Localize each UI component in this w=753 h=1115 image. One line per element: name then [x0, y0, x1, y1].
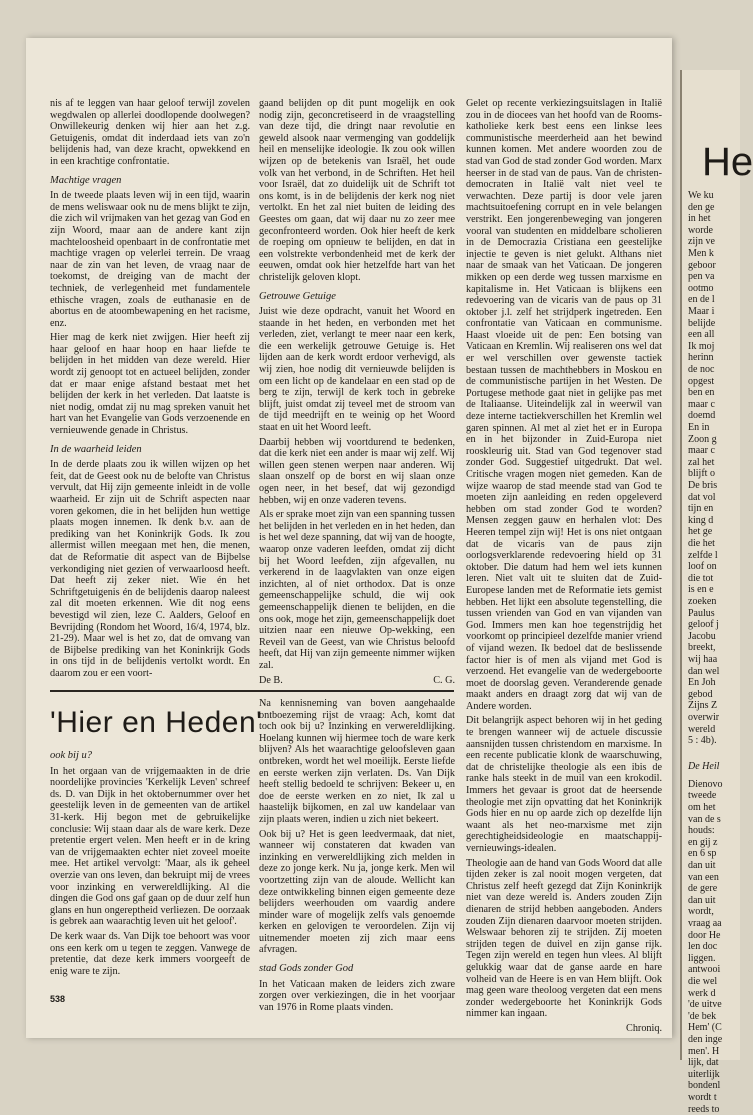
- paragraph: De kerk waar ds. Van Dijk toe behoort was voor ons een kerk om u tegen te zeggen. Vanwege de pretentie, dat deze kerk immers voorgeeft de enig ware te zijn.: [50, 930, 250, 977]
- adjacent-line: En Joh: [688, 677, 716, 689]
- adjacent-line: liggen.: [688, 952, 716, 964]
- paragraph: In het Vaticaan maken de leiders zich zware zorgen over verkiezingen, die in het voorjaar van 1976 in Rome plaats vinden.: [259, 978, 455, 1013]
- adjacent-line: den inge: [688, 1034, 723, 1045]
- adjacent-line: dan uit: [688, 860, 716, 871]
- subheading: ook bij u?: [50, 750, 92, 761]
- adjacent-line: bondenl: [688, 1080, 721, 1092]
- adjacent-line: zoeken: [688, 596, 717, 607]
- signature-line: [259, 675, 455, 687]
- adjacent-line: den ge: [688, 201, 715, 213]
- adjacent-line: zelfde l: [688, 549, 718, 561]
- page-number: 538: [50, 994, 66, 1004]
- adjacent-line: om het: [688, 802, 716, 813]
- adjacent-line: dan wel: [688, 665, 720, 677]
- adjacent-line: in het: [688, 213, 711, 225]
- magazine-page: [26, 38, 672, 1038]
- subheading: Machtige vragen: [50, 174, 122, 186]
- adjacent-line: Ik moj: [688, 340, 715, 352]
- adjacent-subheading: De Heil: [688, 760, 720, 772]
- adjacent-line: Paulus: [688, 607, 715, 619]
- adjacent-line: wordt t: [688, 1092, 717, 1103]
- adjacent-line: werk d: [688, 987, 716, 999]
- top-column-2: [259, 98, 455, 686]
- adjacent-line: die wel: [688, 976, 718, 987]
- adjacent-line: gebod: [688, 688, 713, 700]
- adjacent-line: We ku: [688, 190, 714, 201]
- adjacent-line: geboor: [688, 259, 716, 271]
- paragraph: In de tweede plaats leven wij in een tijd, waarin de mens weliswaar ook nu de mens blijkt te zijn, die zich wil vrijmaken van het gezag van God en zijn Woord, maar aan de andere kant zijn machteloosheid openbaart in de confrontatie met machtige vragen op velerlei terrein. De vraag naar de zin van het leven, de vraag naar de toekomst, de dreiging van de macht der techniek, de verlegenheid met fundamentele ethische vragen, zoals de euthanasie en de abortus en de atoombewapening en het racisme, enz.: [50, 190, 250, 329]
- adjacent-line: door He: [688, 929, 721, 941]
- adjacent-line: lijk, dat: [688, 1057, 719, 1069]
- adjacent-line: die het: [688, 538, 715, 549]
- adjacent-line: tweede: [688, 790, 717, 802]
- adjacent-line: 'de uitve: [688, 999, 722, 1011]
- adjacent-line: maar c: [688, 445, 715, 457]
- adjacent-line: overwir: [688, 712, 720, 723]
- adjacent-line: vraag aa: [688, 918, 722, 929]
- adjacent-line: houds:: [688, 825, 715, 837]
- adjacent-line: Jacobu: [688, 630, 716, 642]
- adjacent-line: worde: [688, 224, 713, 236]
- article-title: 'Hier en Heden': [50, 706, 263, 739]
- adjacent-line: het ge: [688, 526, 713, 538]
- adjacent-line: geloof j: [688, 619, 719, 631]
- adjacent-line: 5 : 4b).: [688, 735, 717, 747]
- article-column-left: [50, 750, 250, 1004]
- paragraph: nis af te leggen van haar geloof terwijl zovelen wegdwalen op allerlei doodlopende doolwegen? Onwillekeurig denken wij hier aan het z.g. Getuigenis, omdat dit inderdaad iets van zo'n belijdenis had, van deze kracht, opwekkend en in een krachtige confrontatie.: [50, 98, 250, 167]
- adjacent-line: Zijns Z: [688, 700, 718, 712]
- adjacent-line: dat vol: [688, 491, 716, 503]
- adjacent-line: men'. H: [688, 1045, 720, 1057]
- adjacent-line: reeds to: [688, 1103, 720, 1115]
- paragraph: In het orgaan van de vrijgemaakten in de drie noordelijke provincies 'Kerkelijk Leven' schreef ds. D. van Dijk in het oktobernummer over het geestelijk leven in de gemeenten van de artikel 31-kerk. Hij begon met de gebruikelijke conclusie: Wij staan daar als de ware kerk. Deze pretentie ergert velen. Men heeft er in de kring van de vrijgemaakten echter niet zoveel moeite mee. Het artikel vervolgt: 'Maar, als ik geheel overzie van ons leven, dan bekruipt mij de vrees voor inzinking en verwereldlijking. Al die dingen die God ons gaf gaan op de duur zelf hun glans en hun ongereptheid verliezen. De oorzaak is gebrek aan waarachtig leven uit het geloof'.: [50, 765, 250, 928]
- adjacent-line: wordt,: [688, 906, 714, 918]
- adjacent-line: De bris: [688, 480, 718, 491]
- adjacent-line: Maar i: [688, 306, 715, 317]
- signature-chroniq: Chroniq.: [626, 1022, 662, 1034]
- adjacent-line: len doc: [688, 941, 718, 953]
- paragraph: Als er sprake moet zijn van een spanning tussen het belijden in het verleden en in het heden, dan is het wel deze spanning, dat wij van de hoogte, waarop onze vaderen leefden, omdat zij dicht bij het Woord leefden, zijn afgevallen, nu verkerend in de laagvlakten van onze eigen inzichten, al of niet orthodox. Dat is onze gemeenschappelijke schuld, die wij ook gemeenschappelijk dienen te belijden, en die ons ook, moge het zijn, gemeenschappelijk doet uitzien naar een nieuwe Op-wekking, een Reveil van de Geest, van wie Christus beloofd heeft, dat Hij van zijn gemeente nimmer wijken zal.: [259, 509, 455, 671]
- adjacent-line: pen va: [688, 271, 715, 283]
- paragraph: gaand belijden op dit punt mogelijk en ook nodig zijn, geconcretiseerd in de vraagstelling van deze tijd, die dringt naar revolutie en geweld alsook naar vermenging van goddelijk heil en menselijke ideologie. Ik zou ook willen wijzen op de betekenis van Israël, het oude volk van het verbond, in de Schriften. Het heil voor Israël, dat zo duidelijk uit de Schrift tot ons komt, is in de belijdenis der kerk nog niet vertolkt. En het zal niet buiten de leiding des Geestes om gaan, dat wij daar nu zo zeer mee geconfronteerd worden. Ook hier heeft de kerk de roeping om opnieuw te belijden, en dat in een volstrekte verbondenheid met de kerk der eeuwen, omdat ook hier hetzelfde hart van het christelijk geloven klopt.: [259, 98, 455, 283]
- adjacent-line: een all: [688, 329, 715, 341]
- paragraph: Dit belangrijk aspect behoren wij in het geding te brengen wanneer wij de actuele discussie aansnijden tussen christendom en marxisme. In een recente publicatie klonk de waarschuwing, dat de christelijke theologie als een ibis de ranke hals steekt in de muil van een krokodil. Immers het gevaar is groot dat de heersende theologie met zijn opvatting dat het Koninkrijk Gods hier en nu op aarde zich op dezelfde lijn waant als het neo-marxisme met zijn gerechtigheidsideologie en maatschappij-vernieuwings-idealen.: [466, 715, 662, 854]
- adjacent-line: 'de bek: [688, 1010, 717, 1022]
- adjacent-line: ootmo: [688, 282, 714, 294]
- adjacent-line: uiterlijk: [688, 1068, 720, 1080]
- paragraph: Na kennisneming van boven aangehaalde ontboezeming rijst de vraag: Ach, komt dat toch ook bij u? Inzinking en verwereldlijking. Hoelang kunnen wij hiermee toch de ware kerk blijven? Als het waarachtige geloofsleven gaan ontbreken, wordt het wel moeilijk. Eerste liefde en eerste werken zijn verlaten. Ds. Van Dijk heeft stellig bedoeld te schrijven: Bekeer u, en doe de eerste werken en zo niet, Ik zal u haastelijk bijkomen, en zal uw kandelaar van zijn plaats weren, indien u zich niet bekeert.: [259, 698, 455, 825]
- adjacent-line: doemd: [688, 410, 716, 422]
- adjacent-line: Zoon g: [688, 433, 717, 445]
- subheading: In de waarheid leiden: [50, 443, 142, 455]
- adjacent-line: wereld: [688, 723, 716, 735]
- subheading: Getrouwe Getuige: [259, 290, 336, 302]
- adjacent-line: de gere: [688, 883, 718, 895]
- adjacent-line: belijde: [688, 317, 716, 329]
- adjacent-line: zal het: [688, 456, 715, 468]
- adjacent-line: en 6 sp: [688, 848, 717, 860]
- adjacent-line: blijft o: [688, 468, 715, 480]
- paragraph: Juist wie deze opdracht, vanuit het Woord en staande in het heden, en verbonden met het verleden, ziet, verlangt te meer naar een kerk, die een werkelijk getrouwe Getuige is. Het lijden aan de kerk wordt erdoor verhevigd, als wij zien, hoe nodig dit vernieuwde belijden is om een licht op de kandelaar en een stad op de berg te zijn, terwijl de kerk toch in gebreke blijft, juist omdat zij teveel met de stroom van de tijd meedrijft en te weinig op het Woord staat en uit het Woord leeft.: [259, 306, 455, 434]
- adjacent-line: van een: [688, 871, 719, 883]
- signature-right: C. G.: [433, 674, 455, 686]
- adjacent-line: En in: [688, 422, 710, 433]
- adjacent-line: king d: [688, 514, 714, 526]
- paragraph: Theologie aan de hand van Gods Woord dat alle tijden zeker is zal nooit mogen vergeten, dat Christus zelf heeft gezegd dat Zijn Koninkrijk niet van deze wereld is. Anders zouden Zijn dienaren de strijd hebben aangeboden. Anders zouden Zijn dienaren daarvoor moeten strijden. Welswaar behoren zij te strijden. Zij moeten strijden tegen de duivel en zijn ganse rijk. Tegen zijn wereld en tegen hun vlees. Al blijft gelukkig waar dat de ganse aarde en hare volheid van de Heere is en van Hem blijft. Ook mag geen ware theoloog vergeten dat een mens zonder wedergeboorte het Koninkrijk Gods nimmer kan ingaan.: [466, 857, 662, 1020]
- adjacent-line: Hem' (C: [688, 1022, 722, 1034]
- adjacent-line: opgest: [688, 375, 715, 387]
- adjacent-line: breekt,: [688, 642, 716, 654]
- section-divider: [50, 690, 454, 692]
- signature-left: De B.: [259, 674, 283, 686]
- adjacent-line: tijn en: [688, 503, 714, 515]
- paragraph: Daarbij hebben wij voortdurend te bedenken, dat die kerk niet een ander is maar wij zelf. Wij willen geen stenen werpen naar anderen. Wij slaan onszelf op de borst en wij slaan onze ogen neer, in het besef, dat wij gezondigd hebben, wij en onze vaderen tevens.: [259, 436, 455, 506]
- adjacent-line: loof on: [688, 561, 717, 573]
- adjacent-line: wij haa: [688, 654, 718, 665]
- adjacent-line: antwooi: [688, 964, 721, 976]
- adjacent-line: Dienovo: [688, 778, 723, 790]
- adjacent-page: [680, 70, 753, 1115]
- adjacent-line: dan uit: [688, 894, 716, 906]
- right-column: [466, 98, 662, 1034]
- adjacent-line: Men k: [688, 248, 714, 259]
- adjacent-page-title: He: [702, 140, 753, 184]
- adjacent-line: ben en: [688, 387, 715, 399]
- paragraph: Hier mag de kerk niet zwijgen. Hier heeft zij haar geloof en haar hoop en haar liefde te belijden in het midden van deze wereld. Hier wordt zij genoopt tot en actueel belijden, zonder dat er maar enige afstand bestaat met het belijden der kerk in het verleden. Dat laatste is niet nodig, omdat zij nu mag spreken vanuit het hart van het Evangelie van Gods verzoenende en vernieuwende genade in Christus.: [50, 332, 250, 437]
- subheading: stad Gods zonder God: [259, 963, 354, 975]
- adjacent-line: zijn ve: [688, 236, 715, 248]
- adjacent-line: is en e: [688, 584, 714, 596]
- adjacent-line: van de s: [688, 813, 721, 825]
- paragraph: Gelet op recente verkiezingsuitslagen in Italië zou in de diocees van het hoofd van de Rooms-katholieke kerk best eens een linkse lees communistische meerderheid aan het bewind kunnen komen. Met andere woorden zou de stad van God de stad zonder God worden. Marx heerser in de stad van de paus. Van de christen-democraten in Italië valt niet veel te verwachten. Deze partij is door vele jaren machtsuitoefening corrupt en in vele belangen verstrikt. Een jongerenbeweging van jongeren vooral van studenten en middelbare scholieren in de Democrazia Cristiana een geestelijke injectie te geven is niet gelukt. Althans niet naar de smaak van het Vaticaan. De jongeren mikken op een derde weg tussen marxisme en kapitalisme in. Het Vaticaan is blijkens een redevoering van de vicaris van de paus op 31 oktober j.l. zelf het strijdperk ingetreden. Een confrontatie van Vaticaan en communisme. Haast vloeide uit de pen: Een botsing van Vaticaan en Kremlin. Wij realiseren ons wel dat er wel verschillen over gewenste tactiek bestaan tussen de machthebbers in Moskou en de communistische partijen in het Westen. De Portugese methode gaat niet in gelijke pas met de Italiaanse. Uiteindelijk zal in weerwil van deze interne tactiekverschillen het Kremlin wel garen spinnen. Al met al ziet het er in Europa en in het bijzonder in Zuid-Europa niet rooskleurig uit. Stad van God tegenover stad zonder God. Suggestief uitgedrukt. Dat wel. Critische vragen mogen niet gemeden. Kan de wijze waarop de stad meende stad van God te moeten zijn aanleiding en reden opgeleverd hebben om stad zonder God te worden? Mensen zeggen gauw en herhalen vlot: Des Heeren tempel zijn wij! Het is ons niet ontgaan dat de vicaris van de paus zijn oorlogsverklarende redevoering hield op 31 oktober. Die datum had hem wel iets kunnen leren. Niet valt uit te sluiten dat de Zuid-Europese landen met de Reformatie iets gemist hebben. Het lijkt een absolute tegenstelling, die tussen vrienden van God en van vijanden van God. Immers men kan hoe tegenstrijdig het voorkomt op principieel dezelfde manier vriend of vijand wezen. Ik bedoel dat de beslissende factor hier is of men als vijand met God is verzoend. Het evangelie van de wedergeboorte moet de doorslag geven. Veranderende genade maakt anders en draagt zorg dat wij van de Andere worden.: [466, 98, 662, 712]
- article-column-middle: [259, 698, 455, 1013]
- adjacent-line: en gij z: [688, 836, 718, 848]
- top-column-1: [50, 98, 250, 680]
- adjacent-line: en de l: [688, 294, 715, 306]
- paragraph: Ook bij u? Het is geen leedvermaak, dat niet, wanneer wij constateren dat kwaden van inzinking en verwereldlijking zich melden in deze zo jonge kerk. Nu ja, jonge kerk. Men wil voortzetting zijn van de aloude. Wellicht kan deze ontwikkeling binnen eigen gemeente deze belijders weerhouden om vaardig andere minder ware of mogelijk zelfs vals genoemde kerken en gelovigen te veroordelen. Zijn vij uitnemender moeten zij zich maar eens afvragen.: [259, 828, 455, 956]
- adjacent-line: herinn: [688, 352, 714, 364]
- adjacent-line: de noc: [688, 364, 715, 375]
- adjacent-line: maar c: [688, 398, 715, 410]
- paragraph: In de derde plaats zou ik willen wijzen op het feit, dat de Geest ook nu de belofte van Christus vervult, dat Hij zijn gemeente inleidt in de volle waarheid. Er zijn uit de Schrift aspecten naar voren gekomen, die in het belijden hun wettige plaats mogen innemen. Ik denk b.v. aan de prediking van het Koninkrijk Gods. Ik zou allermist willen meegaan met hen, die menen, dat de Reformatie dit aspect van de Bijbelse verkondiging niet gezien of verwaarloosd heeft. Dat heeft zij zeker niet. Wie én het Schriftgetuigenis én de belijdenis daarop naleest zal dit moeten erkennen. Wie dit nog eens bevestigd wil zien, leze C. Aalders, Geloof en Bevrijding (Rondom het Woord, 16/4, 1974, blz. 21-29). Maar wel is het zo, dat de omvang van de Bijbelse prediking van het Koninkrijk Gods in ons tijd in de belijdenis vertolkt wordt. En daarom zou er een voort-: [50, 459, 250, 679]
- adjacent-line: die tot: [688, 572, 714, 584]
